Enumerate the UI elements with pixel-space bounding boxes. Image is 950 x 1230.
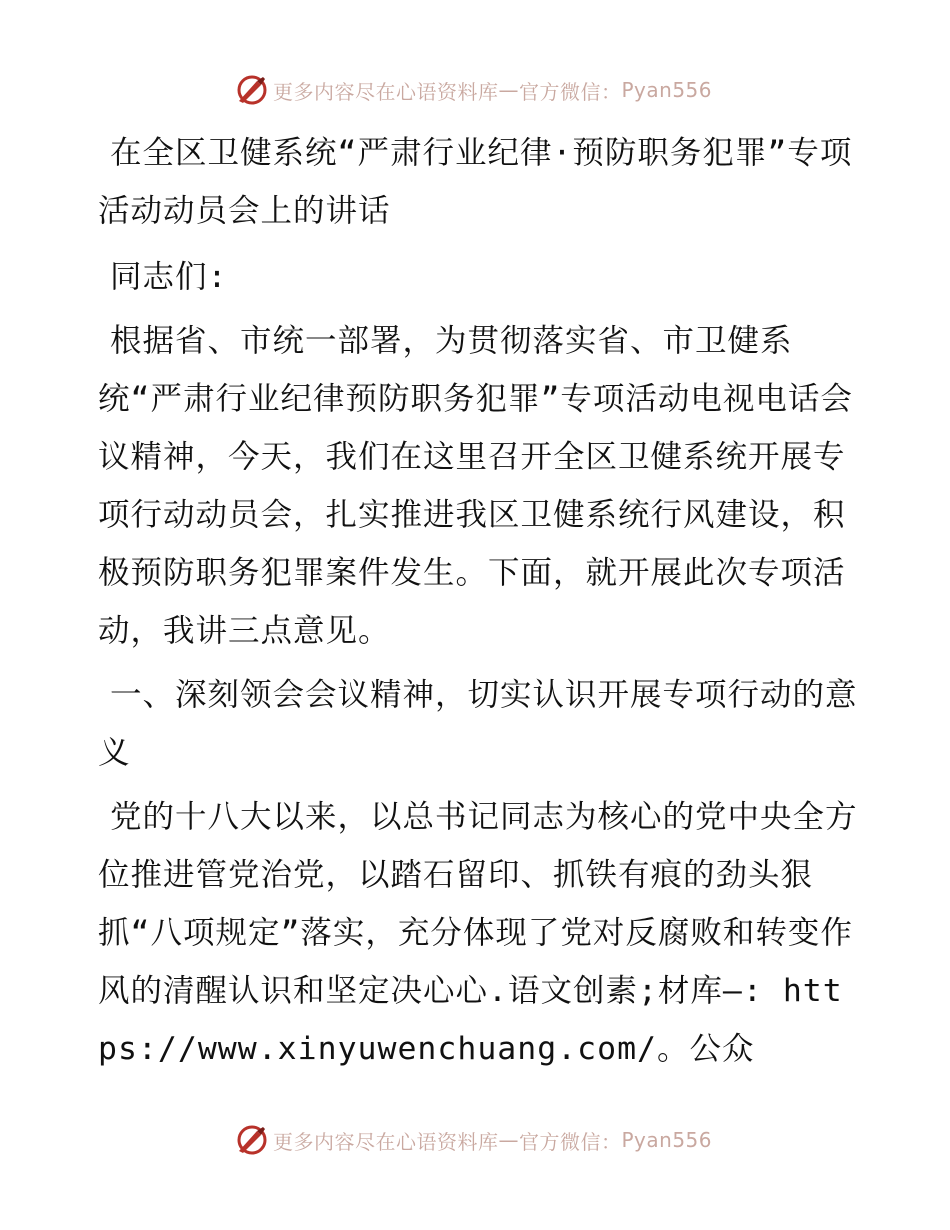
footer-banner xyxy=(0,1120,950,1160)
banner-title: 更多内容尽在心语资料库 xyxy=(273,1129,499,1154)
salutation: 同志们: xyxy=(110,259,228,295)
paragraph-section-1: 党的十八大以来，以总书记同志为核心的党中央全方位推进管党治党，以踏石留印、抓铁有痕的劲头狠抓“八项规定”落实，充分体现了党对反腐败和转变作风的清醒认识和坚定决心心.语文创素;材库—: https://www.xinyuwenchuang.com/。公众 xyxy=(98,799,858,1067)
pen-logo-icon xyxy=(235,1123,269,1157)
banner-separator: — xyxy=(498,78,519,102)
banner-wechat-label: 官方微信： xyxy=(519,1129,622,1154)
banner-wechat-id: Pyan556 xyxy=(621,78,713,102)
header-banner xyxy=(0,70,950,110)
banner-wechat-label: 官方微信： xyxy=(519,79,622,104)
section-heading-1: 一、深刻领会会议精神，切实认识开展专项行动的意义 xyxy=(98,677,858,771)
document-body xyxy=(98,124,858,1078)
document-title: 在全区卫健系统“严肃行业纪律·预防职务犯罪”专项活动动员会上的讲话 xyxy=(98,135,853,229)
banner-title: 更多内容尽在心语资料库 xyxy=(273,79,499,104)
pen-logo-icon xyxy=(235,73,269,107)
paragraph-intro: 根据省、市统一部署，为贯彻落实省、市卫健系统“严肃行业纪律预防职务犯罪”专项活动电视电话会议精神，今天，我们在这里召开全区卫健系统开展专项行动动员会，扎实推进我区卫健系统行风建设，积极预防职务犯罪案件发生。下面，就开展此次专项活动，我讲三点意见。 xyxy=(98,323,853,649)
banner-separator: — xyxy=(498,1128,519,1152)
banner-wechat-id: Pyan556 xyxy=(621,1128,713,1152)
